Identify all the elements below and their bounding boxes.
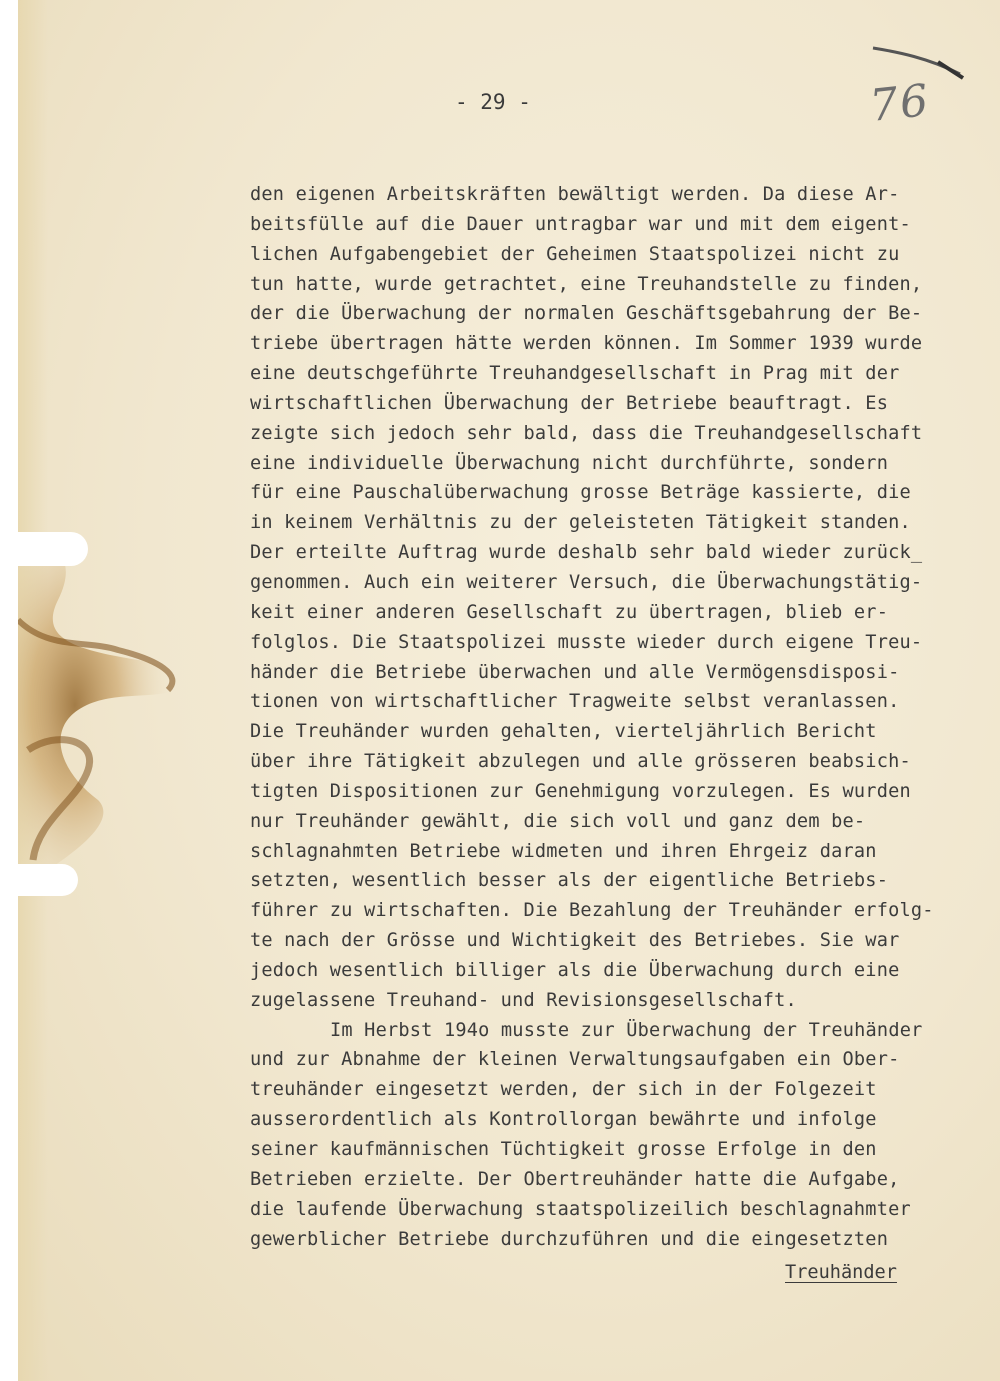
text-line: beitsfülle auf die Dauer untragbar war und mit dem eigent- <box>250 213 911 235</box>
catchword: Treuhänder <box>785 1262 897 1283</box>
text-line: zeigte sich jedoch sehr bald, dass die Treuhandgesellschaft <box>250 422 923 444</box>
text-line: setzten, wesentlich besser als der eigentliche Betriebs- <box>250 870 889 892</box>
text-line: die laufende Überwachung staatspolizeilich beschlagnahmter <box>250 1198 911 1220</box>
text-line: schlagnahmten Betriebe widmeten und ihren Ehrgeiz daran <box>250 840 877 862</box>
text-line: treuhänder eingesetzt werden, der sich in der Folgezeit <box>250 1079 877 1101</box>
text-line: lichen Aufgabengebiet der Geheimen Staatspolizei nicht zu <box>250 243 900 265</box>
paragraph-first-line: Im Herbst 194o musste zur Überwachung der Treuhänder <box>330 1019 923 1041</box>
page-number: - 29 - <box>455 90 531 114</box>
text-line: nur Treuhänder gewählt, die sich voll und ganz dem be- <box>250 810 866 832</box>
text-line: seiner kaufmännischen Tüchtigkeit grosse Erfolge in den <box>250 1139 877 1160</box>
text-line: Der erteilte Auftrag wurde deshalb sehr bald wieder zurück_ <box>250 542 923 564</box>
text-line: tigten Dispositionen zur Genehmigung vorzulegen. Es wurden <box>250 780 911 802</box>
text-line: tionen von wirtschaftlicher Tragweite selbst veranlassen. <box>250 691 900 713</box>
text-line: wirtschaftlichen Überwachung der Betriebe beauftragt. Es <box>250 392 889 414</box>
text-line: der die Überwachung der normalen Geschäftsgebahrung der Be- <box>250 303 923 325</box>
text-line: zugelassene Treuhand- und Revisionsgesellschaft. <box>250 989 797 1011</box>
text-line: in keinem Verhältnis zu der geleisteten Tätigkeit standen. <box>250 512 911 534</box>
punch-hole-lower <box>18 864 78 896</box>
punch-hole-upper <box>18 532 88 566</box>
text-line: gewerblicher Betriebe durchzuführen und die eingesetzten <box>250 1228 889 1250</box>
text-line: für eine Pauschalüberwachung grosse Beträge kassierte, die <box>250 482 911 504</box>
text-line: eine deutschgeführte Treuhandgesellschaft in Prag mit der <box>250 363 900 385</box>
text-line: jedoch wesentlich billiger als die Überwachung durch eine <box>250 959 900 981</box>
text-line: tun hatte, wurde getrachtet, eine Treuhandstelle zu finden, <box>250 273 923 295</box>
text-line: te nach der Grösse und Wichtigkeit des Betriebes. Sie war <box>250 930 900 952</box>
text-line: genommen. Auch ein weiterer Versuch, die Überwachungstätig- <box>250 571 923 593</box>
text-line: über ihre Tätigkeit abzulegen und alle grösseren beabsich- <box>250 751 911 773</box>
typewritten-body <box>250 180 980 1254</box>
handwritten-folio-number: 76 <box>867 75 933 132</box>
text-line: den eigenen Arbeitskräften bewältigt werden. Da diese Ar- <box>250 184 900 205</box>
text-line: triebe übertragen hätte werden können. Im Sommer 1939 wurde <box>250 333 923 355</box>
text-line: führer zu wirtschaften. Die Bezahlung der Treuhänder erfolg- <box>250 900 934 922</box>
text-line: keit einer anderen Gesellschaft zu übertragen, blieb er- <box>250 601 889 623</box>
text-line: händer die Betriebe überwachen und alle Vermögensdisposi- <box>250 661 900 683</box>
text-line: und zur Abnahme der kleinen Verwaltungsaufgaben ein Ober- <box>250 1049 900 1071</box>
text-line: eine individuelle Überwachung nicht durchführte, sondern <box>250 452 889 474</box>
text-line: ausserordentlich als Kontrollorgan bewährte und infolge <box>250 1109 877 1131</box>
text-line: Betrieben erzielte. Der Obertreuhänder hatte die Aufgabe, <box>250 1168 900 1190</box>
text-line: Die Treuhänder wurden gehalten, vierteljährlich Bericht <box>250 721 877 743</box>
text-line: folglos. Die Staatspolizei musste wieder durch eigene Treu- <box>250 631 923 653</box>
